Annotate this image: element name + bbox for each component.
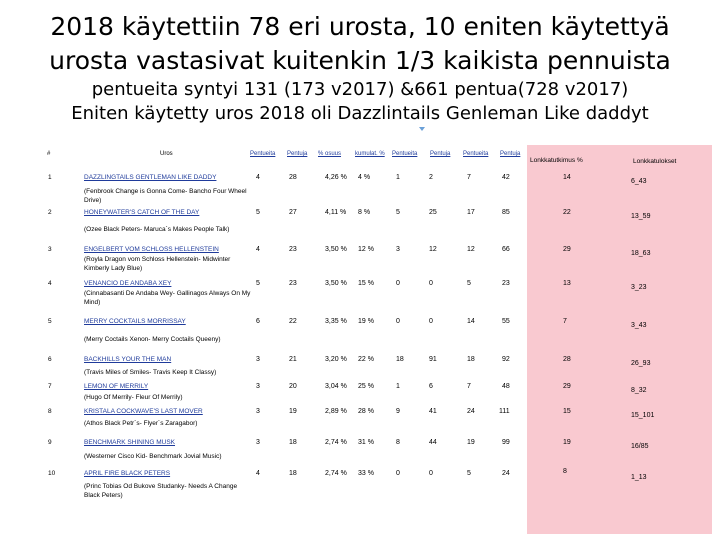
cell-lonkkatulokset: 26_93 — [631, 360, 651, 367]
cell-pentueita: 4 — [256, 174, 260, 181]
cell-p1: 3 — [396, 246, 400, 253]
subtitle-line-2: Eniten käytetty uros 2018 oli Dazzlintails Genleman Like daddyt — [71, 103, 649, 124]
cell-p2: 25 — [429, 209, 437, 216]
sire-name-link[interactable]: DAZZLINGTAILS GENTLEMAN LIKE DADDY — [84, 174, 217, 181]
cell-p4: 55 — [502, 318, 510, 325]
cell-pentuja: 18 — [289, 439, 297, 446]
cell-lonkkatulokset: 16/85 — [631, 443, 649, 450]
cell-p3: 19 — [467, 439, 475, 446]
cell-p3: 24 — [467, 408, 475, 415]
cell-osuus: 2,74 % — [325, 439, 347, 446]
cell-pentueita: 3 — [256, 383, 260, 390]
cell-pentuja: 20 — [289, 383, 297, 390]
cell-osuus: 3,35 % — [325, 318, 347, 325]
cell-p1: 8 — [396, 439, 400, 446]
cell-p1: 9 — [396, 408, 400, 415]
cell-p4: 85 — [502, 209, 510, 216]
cell-p1: 1 — [396, 383, 400, 390]
cell-p4: 23 — [502, 280, 510, 287]
cell-pentueita: 4 — [256, 246, 260, 253]
cell-lonkkatutkimus: 29 — [563, 246, 571, 253]
cell-lonkkatutkimus: 15 — [563, 408, 571, 415]
row-num: 2 — [48, 209, 52, 216]
cell-pentuja: 23 — [289, 246, 297, 253]
header-uros: Uros — [160, 151, 173, 157]
table-row — [0, 170, 720, 210]
row-num: 9 — [48, 439, 52, 446]
header-num: # — [47, 151, 51, 157]
cell-kumul: 22 % — [358, 356, 374, 363]
cell-p4: 99 — [502, 439, 510, 446]
cell-lonkkatulokset: 3_43 — [631, 322, 647, 329]
cell-pentueita: 5 — [256, 209, 260, 216]
header-pentueita-2[interactable]: Pentueita — [392, 151, 418, 157]
cell-pentuja: 27 — [289, 209, 297, 216]
cell-kumul: 33 % — [358, 470, 374, 477]
cell-lonkkatutkimus: 7 — [563, 318, 567, 325]
cell-lonkkatulokset: 8_32 — [631, 387, 647, 394]
cell-kumul: 19 % — [358, 318, 374, 325]
cell-lonkkatulokset: 13_59 — [631, 213, 651, 220]
row-num: 7 — [48, 383, 52, 390]
header-pentuja[interactable]: Pentuja — [287, 151, 308, 157]
table-row — [0, 276, 720, 316]
row-num: 4 — [48, 280, 52, 287]
sire-pedigree: (Royla Dragon vom Schloss Hellenstein- Midwinter Kimberly Lady Blue) — [84, 256, 231, 272]
cell-p1: 0 — [396, 470, 400, 477]
cell-osuus: 4,11 % — [325, 209, 347, 216]
cell-pentuja: 28 — [289, 174, 297, 181]
cell-lonkkatutkimus: 13 — [563, 280, 571, 287]
cell-lonkkatutkimus: 29 — [563, 383, 571, 390]
cell-lonkkatulokset: 18_63 — [631, 250, 651, 257]
cell-p4: 92 — [502, 356, 510, 363]
cell-p2: 91 — [429, 356, 437, 363]
cell-p2: 44 — [429, 439, 437, 446]
cell-lonkkatulokset: 1_13 — [631, 474, 647, 481]
row-num: 6 — [48, 356, 52, 363]
cell-p3: 5 — [467, 280, 471, 287]
cell-pentueita: 5 — [256, 280, 260, 287]
cell-p3: 18 — [467, 356, 475, 363]
sire-pedigree: (Princ Tobias Od Bukove Studanky- Needs A Change Black Peters) — [84, 483, 238, 499]
cell-lonkkatutkimus: 19 — [563, 439, 571, 446]
cell-p2: 2 — [429, 174, 433, 181]
cell-p2: 12 — [429, 246, 437, 253]
cell-p3: 14 — [467, 318, 475, 325]
header-osuus[interactable]: % osuus — [318, 151, 342, 157]
header-pentueita[interactable]: Pentueita — [250, 151, 276, 157]
cell-p3: 17 — [467, 209, 475, 216]
subtitle-line-1: pentueita syntyi 131 (173 v2017) &661 pentua(728 v2017) — [91, 79, 629, 100]
cell-kumul: 15 % — [358, 280, 374, 287]
cell-lonkkatulokset: 3_23 — [631, 284, 647, 291]
cell-lonkkatutkimus: 8 — [563, 468, 567, 475]
cell-osuus: 3,20 % — [325, 356, 347, 363]
cell-lonkkatulokset: 6_43 — [631, 178, 647, 185]
cell-p2: 6 — [429, 383, 433, 390]
row-num: 10 — [48, 470, 56, 477]
sire-pedigree: (Hugo Of Merrily- Fleur Of Merrily) — [84, 394, 183, 401]
cell-pentueita: 4 — [256, 470, 260, 477]
sire-pedigree: (Westerner Cisco Kid- Benchmark Jovial Music) — [84, 453, 222, 460]
sire-name-link[interactable]: MERRY COCKTAILS MORRISSAY — [84, 318, 186, 325]
header-pentuja-2[interactable]: Pentuja — [430, 151, 451, 157]
cell-osuus: 3,50 % — [325, 246, 347, 253]
row-num: 3 — [48, 246, 52, 253]
cell-p2: 41 — [429, 408, 437, 415]
sire-name-link[interactable]: KRISTALA COCKWAVE'S LAST MOVER — [84, 408, 203, 415]
sire-pedigree: (Merry Coctails Xenon- Merry Coctails Queeny) — [84, 336, 221, 343]
cell-p2: 0 — [429, 470, 433, 477]
cell-p3: 7 — [467, 174, 471, 181]
sire-name-link[interactable]: VENANCIO DE ANDABA XEY — [84, 280, 172, 287]
header-pentueita-3[interactable]: Pentueita — [463, 151, 489, 157]
cell-p2: 0 — [429, 318, 433, 325]
sire-name-link[interactable]: LEMON OF MERRILY — [84, 383, 149, 390]
cell-p4: 24 — [502, 470, 510, 477]
header-kumulat[interactable]: kumulat. % — [355, 151, 385, 157]
cell-pentuja: 22 — [289, 318, 297, 325]
cell-p4: 111 — [499, 408, 510, 415]
title-line-1: 2018 käytettiin 78 eri urosta, 10 eniten käytettyä — [50, 12, 670, 41]
cell-pentueita: 6 — [256, 318, 260, 325]
cell-pentueita: 3 — [256, 439, 260, 446]
row-num: 5 — [48, 318, 52, 325]
cell-pentuja: 18 — [289, 470, 297, 477]
cell-p4: 66 — [502, 246, 510, 253]
sire-pedigree: (Travis Miles of Smiles- Travis Keep It Classy) — [84, 369, 217, 376]
cell-osuus: 4,26 % — [325, 174, 347, 181]
cell-pentueita: 3 — [256, 356, 260, 363]
page-title — [0, 10, 720, 78]
table-row — [0, 314, 720, 354]
cell-p2: 0 — [429, 280, 433, 287]
sire-pedigree: (Cinnabasanti De Andaba Wey- Gallinagos Always On My Mind) — [84, 290, 251, 306]
cell-kumul: 25 % — [358, 383, 374, 390]
row-num: 8 — [48, 408, 52, 415]
sire-name-link[interactable]: ENGELBERT VOM SCHLOSS HELLENSTEIN — [84, 246, 219, 253]
cell-kumul: 12 % — [358, 246, 374, 253]
cell-osuus: 3,50 % — [325, 280, 347, 287]
header-pentuja-3[interactable]: Pentuja — [500, 151, 521, 157]
sire-pedigree: (Athos Black Petr´s- Flyer´s Zaragabor) — [84, 420, 198, 427]
cell-lonkkatutkimus: 14 — [563, 174, 571, 181]
header-lonkkatulokset: Lonkkatulokset — [633, 158, 677, 165]
cell-pentuja: 23 — [289, 280, 297, 287]
sire-name-link[interactable]: BENCHMARK SHINING MUSK — [84, 439, 176, 446]
cell-kumul: 8 % — [358, 209, 371, 216]
sire-pedigree: (Ozee Black Peters- Maruca´s Makes People Talk) — [84, 226, 230, 233]
cell-lonkkatutkimus: 28 — [563, 356, 571, 363]
cell-p3: 5 — [467, 470, 471, 477]
sire-name-link[interactable]: HONEYWATER'S CATCH OF THE DAY — [84, 209, 200, 216]
cell-kumul: 28 % — [358, 408, 374, 415]
cell-osuus: 2,89 % — [325, 408, 347, 415]
page-subtitle — [0, 78, 720, 126]
cell-p3: 7 — [467, 383, 471, 390]
title-line-2: urosta vastasivat kuitenkin 1/3 kaikista pennuista — [49, 46, 671, 75]
cell-kumul: 31 % — [358, 439, 374, 446]
cell-p1: 5 — [396, 209, 400, 216]
header-lonkkatutkimus: Lonkkatutkimus % — [530, 157, 583, 164]
row-num: 1 — [48, 174, 52, 181]
cell-p1: 18 — [396, 356, 404, 363]
sire-name-link[interactable]: BACKHILLS YOUR THE MAN — [84, 356, 172, 363]
cell-p4: 42 — [502, 174, 510, 181]
arrow-marker-icon — [419, 127, 425, 131]
cell-p3: 12 — [467, 246, 475, 253]
cell-pentueita: 3 — [256, 408, 260, 415]
cell-lonkkatutkimus: 22 — [563, 209, 571, 216]
sire-pedigree: (Fenbrook Change is Gonna Come- Bancho Four Wheel Drive) — [84, 188, 247, 204]
cell-pentuja: 19 — [289, 408, 297, 415]
sire-name-link[interactable]: APRIL FIRE BLACK PETERS — [84, 470, 171, 477]
cell-p4: 48 — [502, 383, 510, 390]
cell-p1: 1 — [396, 174, 400, 181]
table-row — [0, 205, 720, 245]
cell-osuus: 3,04 % — [325, 383, 347, 390]
cell-p1: 0 — [396, 280, 400, 287]
cell-osuus: 2,74 % — [325, 470, 347, 477]
cell-lonkkatulokset: 15_101 — [631, 412, 655, 419]
cell-pentuja: 21 — [289, 356, 297, 363]
cell-kumul: 4 % — [358, 174, 371, 181]
cell-p1: 0 — [396, 318, 400, 325]
table-row — [0, 466, 720, 506]
